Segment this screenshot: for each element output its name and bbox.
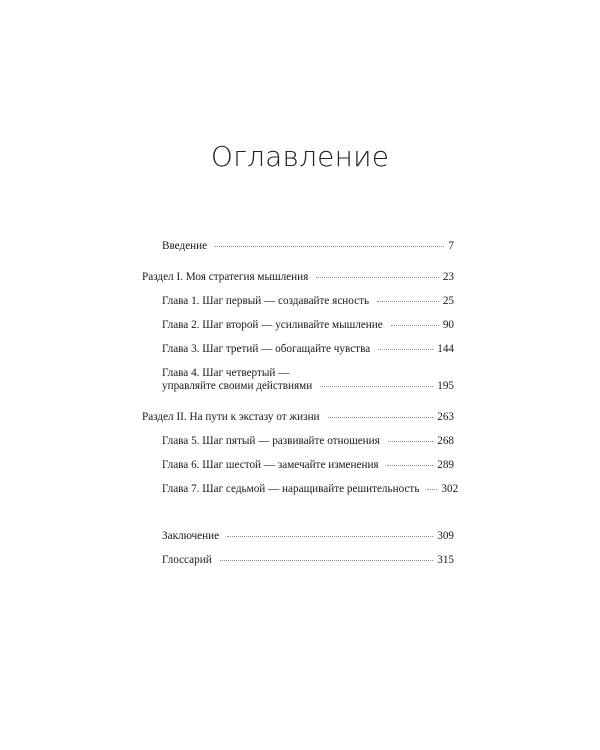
toc-entry-page: 302 xyxy=(441,483,459,495)
toc-entry-chapter-5[interactable] xyxy=(142,435,454,448)
dot-leader xyxy=(427,489,437,490)
toc-group-part2 xyxy=(142,411,459,496)
toc-entry-label: Раздел I. Моя стратегия мышления xyxy=(142,271,309,283)
dot-leader xyxy=(316,277,439,278)
toc-entry-page: 315 xyxy=(437,554,454,566)
dot-leader xyxy=(391,325,439,326)
toc-entry-page: 263 xyxy=(437,411,454,423)
table-of-contents xyxy=(142,240,459,585)
toc-entry-glossary[interactable] xyxy=(142,554,454,567)
toc-entry-page: 309 xyxy=(437,530,454,542)
toc-entry-page: 7 xyxy=(448,240,454,252)
dot-leader xyxy=(377,301,439,302)
toc-entry-label: Введение xyxy=(162,240,208,252)
toc-entry-label: Глава 1. Шаг первый — создавайте ясность xyxy=(162,295,370,307)
dot-leader xyxy=(320,386,433,387)
toc-entry-chapter-6[interactable] xyxy=(142,459,454,472)
toc-entry-page: 289 xyxy=(437,459,454,471)
toc-entry-part1[interactable] xyxy=(142,271,454,284)
dot-leader xyxy=(388,441,433,442)
toc-entry-page: 195 xyxy=(437,380,454,392)
toc-group-part1 xyxy=(142,271,454,393)
page-title: Оглавление xyxy=(210,140,390,173)
dot-leader xyxy=(328,417,434,418)
toc-entry-intro[interactable] xyxy=(142,240,454,253)
toc-entry-line2 xyxy=(162,380,454,393)
toc-entry-label: Заключение xyxy=(162,530,220,542)
toc-entry-page: 90 xyxy=(442,319,454,331)
toc-entry-label-line2: управляйте своими действиями xyxy=(162,380,313,392)
toc-entry-label: Глава 6. Шаг шестой — замечайте изменения xyxy=(162,459,379,471)
toc-entry-page: 144 xyxy=(437,343,454,355)
toc-entry-chapter-4[interactable] xyxy=(142,367,454,393)
dot-leader xyxy=(378,349,433,350)
toc-entry-page: 268 xyxy=(437,435,454,447)
toc-group-intro xyxy=(142,240,454,253)
toc-entry-chapter-7[interactable] xyxy=(142,483,459,496)
toc-entry-page: 25 xyxy=(442,295,454,307)
toc-entry-chapter-1[interactable] xyxy=(142,295,454,308)
dot-leader xyxy=(215,246,444,247)
dot-leader xyxy=(387,465,434,466)
dot-leader xyxy=(220,560,434,561)
toc-entry-part2[interactable] xyxy=(142,411,454,424)
toc-group-backmatter xyxy=(142,530,454,567)
dot-leader xyxy=(227,536,433,537)
toc-entry-label-line1: Глава 4. Шаг четвертый — xyxy=(162,367,290,379)
toc-entry-label: Глава 7. Шаг седьмой — наращивайте решительность xyxy=(162,483,420,495)
toc-entry-chapter-2[interactable] xyxy=(142,319,454,332)
toc-entry-label: Глава 2. Шаг второй — усиливайте мышление xyxy=(162,319,383,331)
toc-entry-label: Глава 5. Шаг пятый — развивайте отношения xyxy=(162,435,380,447)
toc-entry-label: Глава 3. Шаг третий — обогащайте чувства xyxy=(162,343,371,355)
toc-entry-chapter-3[interactable] xyxy=(142,343,454,356)
toc-entry-label: Глоссарий xyxy=(162,554,212,566)
toc-entry-page: 23 xyxy=(442,271,454,283)
toc-entry-conclusion[interactable] xyxy=(142,530,454,543)
toc-entry-label: Раздел II. На пути к экстазу от жизни xyxy=(142,411,320,423)
